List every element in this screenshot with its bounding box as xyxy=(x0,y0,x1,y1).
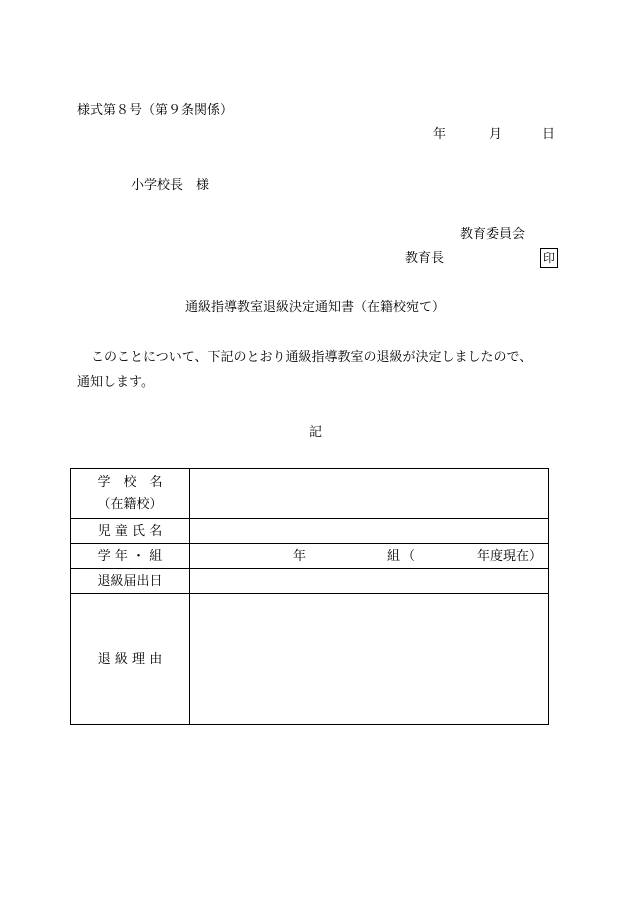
table-row-school xyxy=(71,469,549,519)
grade-paren-open: （ xyxy=(402,549,416,564)
submit-date-label-cell xyxy=(71,569,190,594)
grade-as-of-label: 年度現在） xyxy=(476,549,542,564)
student-value-cell[interactable] xyxy=(190,519,549,544)
school-label-cell xyxy=(71,469,190,519)
reason-label: 退 級 理 由 xyxy=(97,651,163,667)
table-row-submit-date xyxy=(71,569,549,594)
school-sublabel: （在籍校） xyxy=(97,497,163,512)
grade-value-cell[interactable] xyxy=(190,544,549,569)
table-row-student xyxy=(71,519,549,544)
body-text-line-1: このことについて、下記のとおり通級指導教室の退級が決定しましたので、 xyxy=(91,350,533,365)
form-number: 様式第８号（第９条関係） xyxy=(77,103,234,118)
addressee: 小学校長 様 xyxy=(131,178,210,193)
table-row-reason xyxy=(71,594,549,725)
submit-date-value-cell[interactable] xyxy=(190,569,549,594)
issuer-board: 教育委員会 xyxy=(460,227,526,242)
school-value-cell[interactable] xyxy=(190,469,549,519)
grade-class-label: 組 xyxy=(387,549,401,564)
grade-label: 学 年 ・ 組 xyxy=(97,548,163,564)
school-label: 学 校 名 xyxy=(97,475,163,490)
student-label: 児 童 氏 名 xyxy=(97,523,163,539)
grade-label-cell xyxy=(71,544,190,569)
detail-table xyxy=(70,468,549,725)
reason-value-cell[interactable] xyxy=(190,594,549,725)
body-text-line-2: 通知します。 xyxy=(77,375,154,390)
date-year-label: 年 xyxy=(433,127,447,142)
seal-stamp: 印 xyxy=(540,248,558,268)
date-month-label: 月 xyxy=(489,127,503,142)
grade-year-label: 年 xyxy=(293,549,307,564)
issuer-title: 教育長 xyxy=(405,251,445,266)
document-title: 通級指導教室退級決定通知書（在籍校宛て） xyxy=(184,300,445,315)
submit-date-label: 退級届出日 xyxy=(97,573,163,589)
table-row-grade xyxy=(71,544,549,569)
reason-label-cell xyxy=(71,594,190,725)
ki-heading: 記 xyxy=(309,425,323,440)
date-day-label: 日 xyxy=(542,127,556,142)
student-label-cell xyxy=(71,519,190,544)
